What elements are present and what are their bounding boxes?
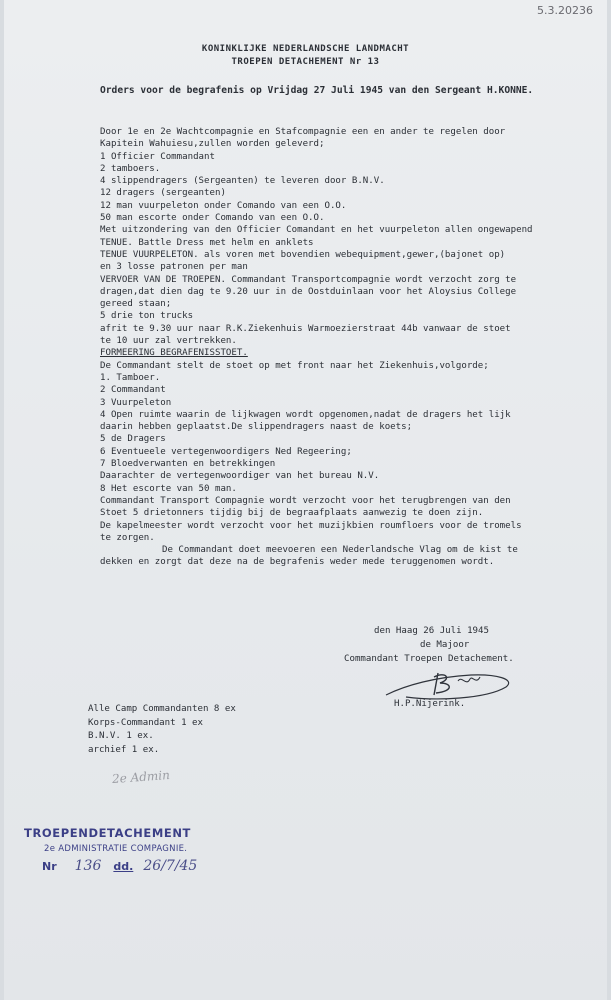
distribution-list <box>88 703 236 757</box>
header-line-1: KONINKLIJKE NEDERLANDSCHE LANDMACHT <box>201 44 410 54</box>
body-line: De kapelmeester wordt verzocht voor het muzijkbien roumfloers voor de tromels <box>100 520 522 531</box>
distribution-item: archief 1 ex. <box>88 744 160 755</box>
body-line: gereed staan; <box>100 299 172 310</box>
body-line: Met uitzondering van den Officier Comandant en het vuurpeleton allen ongewapend <box>100 225 533 236</box>
stamp-number: 136 <box>74 858 102 874</box>
body-line: afrit te 9.30 uur naar R.K.Ziekenhuis Warmoezierstraat 44b vanwaar de stoet <box>100 323 511 334</box>
body-line: 3 Vuurpeleton <box>100 397 172 408</box>
signature-block <box>344 625 514 667</box>
body-line: daarin hebben geplaatst.De slippendragers naast de koets; <box>100 422 413 433</box>
distribution-item: Korps-Commandant 1 ex <box>88 717 203 728</box>
body-line: 12 dragers (sergeanten) <box>100 188 226 199</box>
body-line: 1. Tamboer. <box>100 372 161 383</box>
body-line: dekken en zorgt dat deze na de begrafenis weder mede teruggenomen wordt. <box>100 557 495 568</box>
stamp-date: 26/7/45 <box>143 858 198 874</box>
body-line: VERVOER VAN DE TROEPEN. Commandant Transportcompagnie wordt verzocht zorg te <box>100 274 517 285</box>
stamp-dd-label: dd. <box>113 860 134 873</box>
stamp-subtitle: 2e ADMINISTRATIE COMPAGNIE. <box>44 844 188 854</box>
signer-name: H.P.Nijerink. <box>394 699 466 709</box>
stamp-title: TROEPENDETACHEMENT <box>24 826 191 840</box>
pencil-note: 2e Admin <box>111 767 171 787</box>
body-line: en 3 losse patronen per man <box>100 262 248 273</box>
body-line: dragen,dat dien dag te 9.20 uur in de Oostduinlaan voor het Aloysius College <box>100 286 517 297</box>
signer-function: Commandant Troepen Detachement. <box>344 654 514 664</box>
distribution-item: B.N.V. 1 ex. <box>88 731 154 742</box>
body-line: 8 Het escorte van 50 man. <box>100 483 237 494</box>
body-line: 50 man escorte onder Comando van een O.O. <box>100 213 325 224</box>
body-line: De Commandant stelt de stoet op met front naar het Ziekenhuis,volgorde; <box>100 360 489 371</box>
body-line: Door 1e en 2e Wachtcompagnie en Stafcompagnie een en ander te regelen door <box>100 127 506 137</box>
header-line-2: TROEPEN DETACHEMENT Nr 13 <box>231 57 380 67</box>
body-line: Stoet 5 drietonners tijdig bij de begraafplaats aanwezig te doen zijn. <box>100 508 484 519</box>
body-line: 5 drie ton trucks <box>100 311 194 322</box>
body-line: 2 Commandant <box>100 385 166 396</box>
body-line: 2 tamboers. <box>100 163 161 174</box>
body-line: 4 Open ruimte waarin de lijkwagen wordt opgenomen,nadat de dragers het lijk <box>100 409 511 420</box>
section-heading: FORMEERING BEGRAFENISSTOET. <box>100 348 248 359</box>
document-page <box>4 0 607 1000</box>
body-line: TENUE VUURPELETON. als voren met bovendien webequipment,gewer,(bajonet op) <box>100 249 506 260</box>
stamp-number-row <box>24 858 197 874</box>
body-line: 7 Bloedverwanten en betrekkingen <box>100 459 276 470</box>
signer-rank: de Majoor <box>420 640 470 650</box>
body-line: Kapitein Wahuiesu,zullen worden geleverd; <box>100 139 325 150</box>
body-line: te zorgen. <box>100 532 155 543</box>
body-line: 5 de Dragers <box>100 434 166 445</box>
body-line: De Commandant doet meevoeren een Nederlandsche Vlag om de kist te <box>162 545 518 556</box>
body-line: TENUE. Battle Dress met helm en anklets <box>100 237 314 248</box>
body-line: Commandant Transport Compagnie wordt verzocht voor het terugbrengen van den <box>100 495 511 506</box>
body-line: 12 man vuurpeleton onder Comando van een O.O. <box>100 200 347 211</box>
archive-number: 5.3.20236 <box>537 4 593 17</box>
body-line: 1 Officier Commandant <box>100 151 215 162</box>
place-date: den Haag 26 Juli 1945 <box>374 626 489 636</box>
distribution-item: Alle Camp Commandanten 8 ex <box>88 704 236 714</box>
body-line: Daarachter de vertegenwoordiger van het bureau N.V. <box>100 471 380 482</box>
document-title: Orders voor de begrafenis op Vrijdag 27 Juli 1945 van den Sergeant H.KONNE. <box>100 85 534 96</box>
stamp-nr-label: Nr <box>42 860 57 873</box>
administration-stamp <box>24 826 197 874</box>
body-line: 6 Eventueele vertegenwoordigers Ned Regeering; <box>100 446 352 457</box>
body-line: 4 slippendragers (Sergeanten) te leveren door B.N.V. <box>100 176 385 187</box>
order-body <box>100 126 600 569</box>
body-line: te 10 uur zal vertrekken. <box>100 336 237 347</box>
